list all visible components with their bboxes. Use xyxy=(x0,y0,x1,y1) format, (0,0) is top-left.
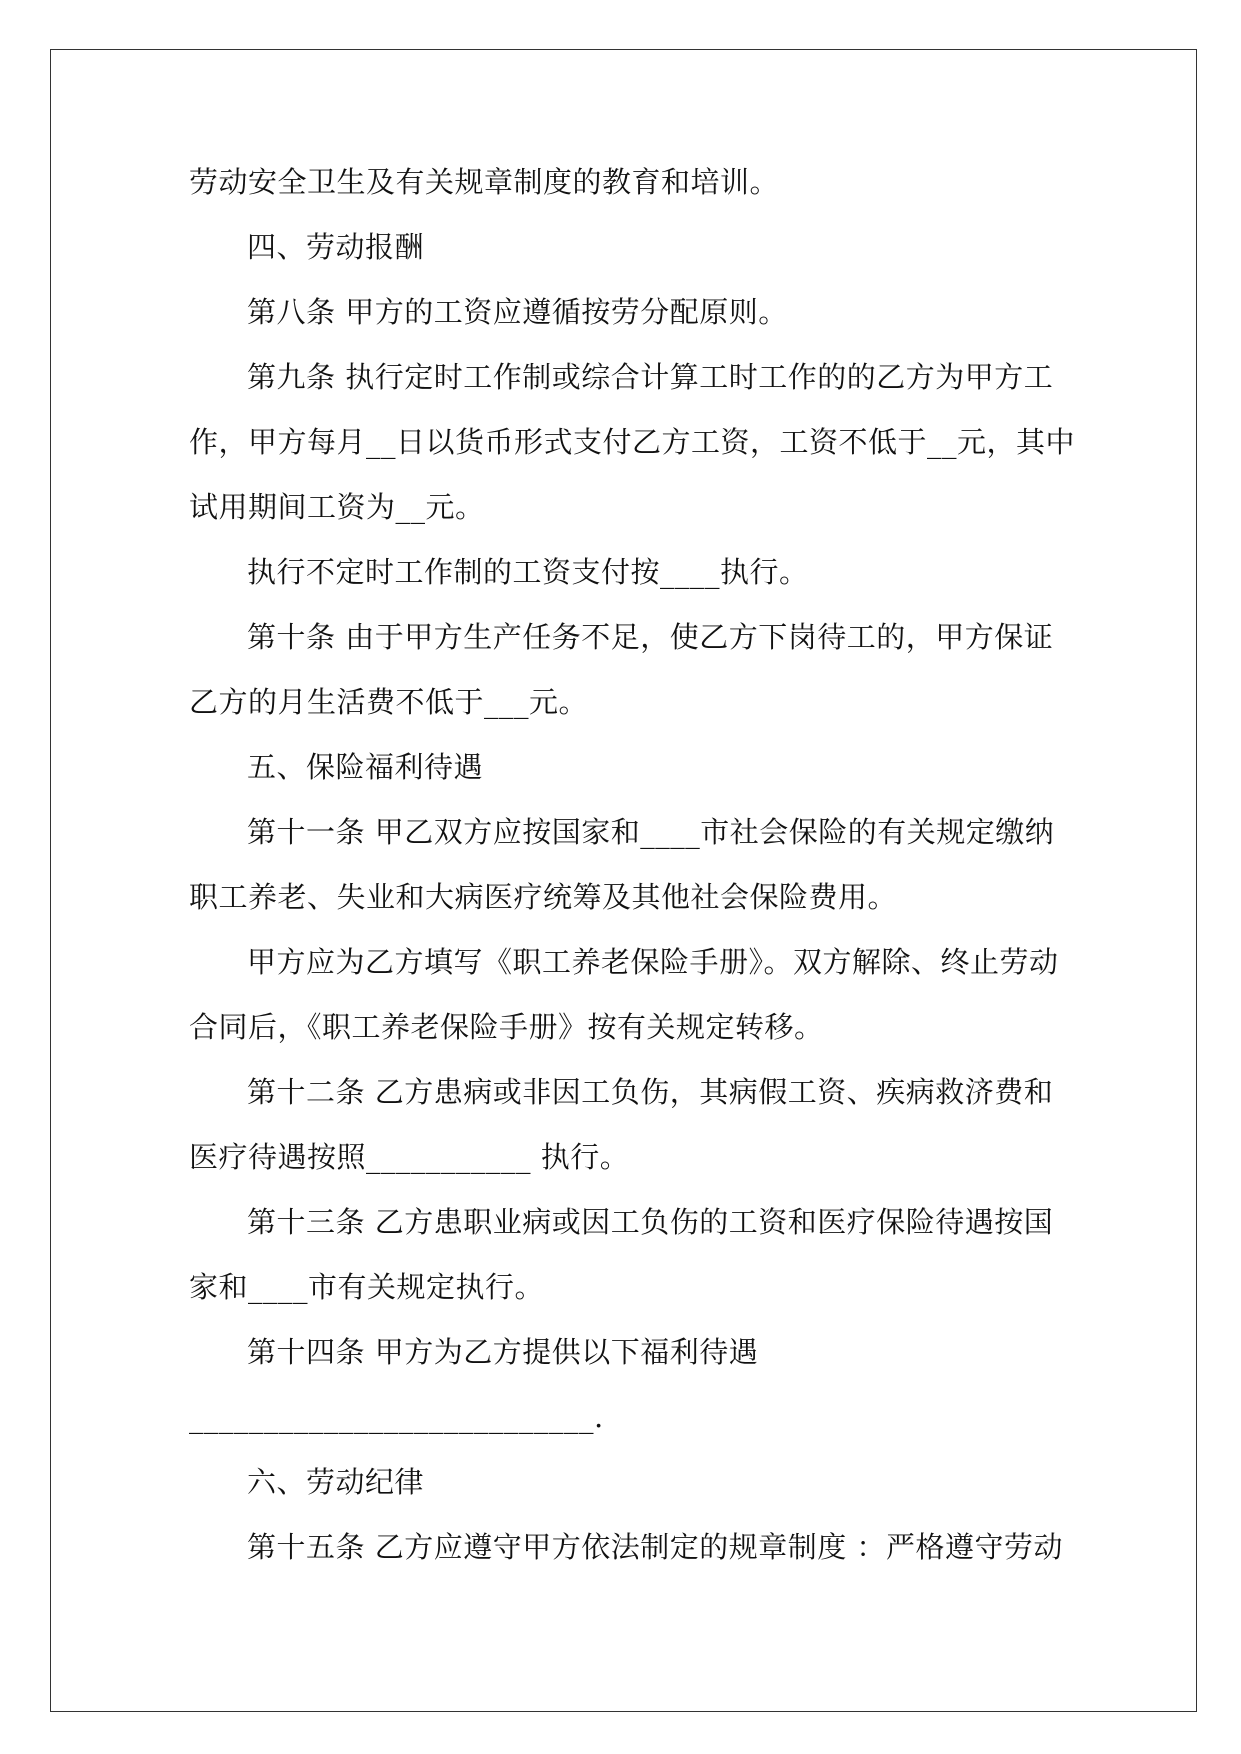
text-line: 第十二条 乙方患病或非因工负伤，其病假工资、疾病救济费和 xyxy=(247,1075,1054,1109)
text-line: 第十条 由于甲方生产任务不足，使乙方下岗待工的，甲方保证 xyxy=(247,620,1054,654)
section-heading: 五、保险福利待遇 xyxy=(247,750,484,784)
text-line: 执行不定时工作制的工资支付按____执行。 xyxy=(247,555,809,589)
text-line: 第十三条 乙方患职业病或因工负伤的工资和医疗保险待遇按国 xyxy=(247,1205,1054,1239)
text-line: 第十五条 乙方应遵守甲方依法制定的规章制度 ：严格遵守劳动 xyxy=(247,1530,1063,1564)
text-line: 医疗待遇按照___________ 执行。 xyxy=(189,1140,630,1174)
text-line: 第十四条 甲方为乙方提供以下福利待遇 xyxy=(247,1335,759,1369)
text-line: 试用期间工资为__元。 xyxy=(189,490,485,524)
text-line: 乙方的月生活费不低于___元。 xyxy=(189,685,589,719)
text-line: 劳动安全卫生及有关规章制度的教育和培训。 xyxy=(189,165,780,199)
text-line: 第十一条 甲乙双方应按国家和____市社会保险的有关规定缴纳 xyxy=(247,815,1055,849)
text-line: 第八条 甲方的工资应遵循按劳分配原则。 xyxy=(247,295,788,329)
section-heading: 四、劳动报酬 xyxy=(247,230,425,264)
blank-fill-line: ___________________________. xyxy=(189,1400,604,1434)
section-heading: 六、劳动纪律 xyxy=(247,1465,425,1499)
text-line: 作，甲方每月__日以货币形式支付乙方工资，工资不低于__元，其中 xyxy=(189,425,1076,459)
text-line: 甲方应为乙方填写《职工养老保险手册》。双方解除、终止劳动 xyxy=(247,945,1059,979)
document-body xyxy=(189,160,1076,1590)
text-line: 第九条 执行定时工作制或综合计算工时工作的的乙方为甲方工 xyxy=(247,360,1054,394)
text-line: 职工养老、失业和大病医疗统筹及其他社会保险费用。 xyxy=(189,880,898,914)
text-line: 家和____市有关规定执行。 xyxy=(189,1270,545,1304)
text-line: 合同后，《职工养老保险手册》按有关规定转移。 xyxy=(189,1010,824,1044)
